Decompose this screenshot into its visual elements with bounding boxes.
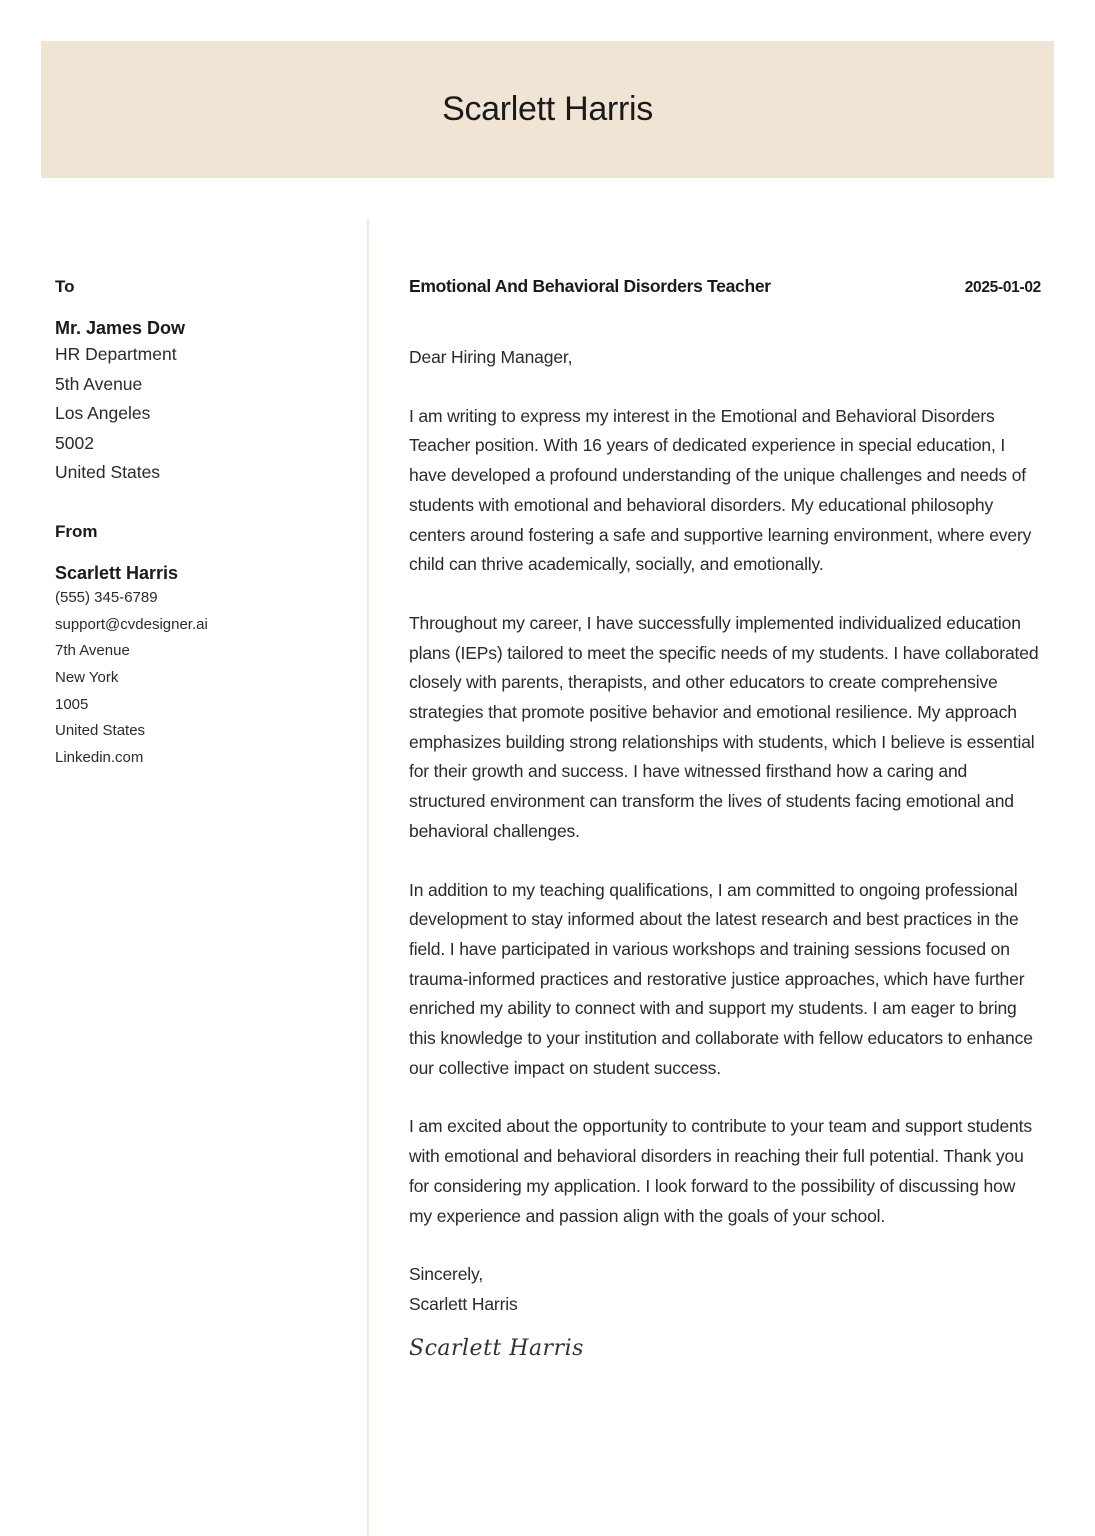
recipient-address-line: Los Angeles bbox=[55, 403, 151, 424]
letter-date: 2025-01-02 bbox=[964, 279, 1041, 296]
recipient-address-line: HR Department bbox=[55, 344, 177, 364]
closing: Sincerely, bbox=[409, 1264, 484, 1285]
recipient-address-line: 5th Avenue bbox=[55, 373, 143, 394]
recipient-address bbox=[55, 340, 355, 488]
paragraph: Throughout my career, I have successfully implemented individualized education plans (IEPs) tailored to meet the specific needs of my students. I have collaborated closely with parents, therapists, and other educators to create comprehensive strategies that promote positive behavior and emotional resilience. My approach emphasizes building strong relationships with students, which I believe is essential for their growth and success. I have witnessed firsthand how a caring and structured environment can transform the lives of students facing emotional and behavioral challenges. bbox=[409, 612, 1039, 841]
recipient-address-line: United States bbox=[55, 462, 161, 483]
to-label: To bbox=[55, 277, 75, 296]
sender-name: Scarlett Harris bbox=[55, 562, 179, 583]
sender-email[interactable]: support@cvdesigner.ai bbox=[55, 615, 208, 633]
header-banner bbox=[41, 41, 1054, 178]
applicant-name-heading: Scarlett Harris bbox=[442, 90, 653, 128]
paragraph: I am excited about the opportunity to contribute to your team and support students with emotional and behavioral disorders in reaching their full potential. Thank you for considering my application. I look forward to the possibility of discussing how my experience and passion align with the goals of your school. bbox=[409, 1116, 1032, 1226]
job-title: Emotional And Behavioral Disorders Teacher bbox=[409, 276, 771, 296]
sidebar bbox=[55, 276, 355, 772]
closing-name: Scarlett Harris bbox=[409, 1293, 518, 1314]
from-label: From bbox=[55, 521, 98, 541]
signature: Scarlett Harris bbox=[409, 1335, 584, 1361]
recipient-address-line: 5002 bbox=[55, 432, 94, 453]
sender-street: 7th Avenue bbox=[55, 642, 130, 660]
sender-country: United States bbox=[55, 722, 146, 740]
letter-title-row bbox=[409, 276, 1041, 300]
sender-contact bbox=[55, 585, 355, 772]
greeting: Dear Hiring Manager, bbox=[409, 347, 573, 367]
recipient-name: Mr. James Dow bbox=[55, 318, 186, 338]
sender-city: New York bbox=[55, 669, 119, 687]
sender-phone: (555) 345-6789 bbox=[55, 588, 158, 606]
sender-postal-code: 1005 bbox=[55, 695, 89, 713]
paragraph: In addition to my teaching qualifications, I am committed to ongoing professional development to stay informed about the latest research and best practices in the field. I have participated in various workshops and training sessions focused on trauma-informed practices and restorative justice approaches, which have further enriched my ability to connect with and support my students. I am eager to bring this knowledge to your institution and collaborate with fellow educators to enhance our collective impact on student success. bbox=[409, 879, 1033, 1078]
paragraph: I am writing to express my interest in the Emotional and Behavioral Disorders Teacher position. With 16 years of dedicated experience in special education, I have developed a profound understanding of the unique challenges and needs of students with emotional and behavioral disorders. My educational philosophy centers around fostering a safe and supportive learning environment, where every child can thrive academically, socially, and emotionally. bbox=[409, 405, 1032, 575]
letter-body bbox=[409, 276, 1041, 1361]
column-divider bbox=[367, 219, 369, 1536]
sender-linkedin[interactable]: Linkedin.com bbox=[55, 749, 144, 767]
